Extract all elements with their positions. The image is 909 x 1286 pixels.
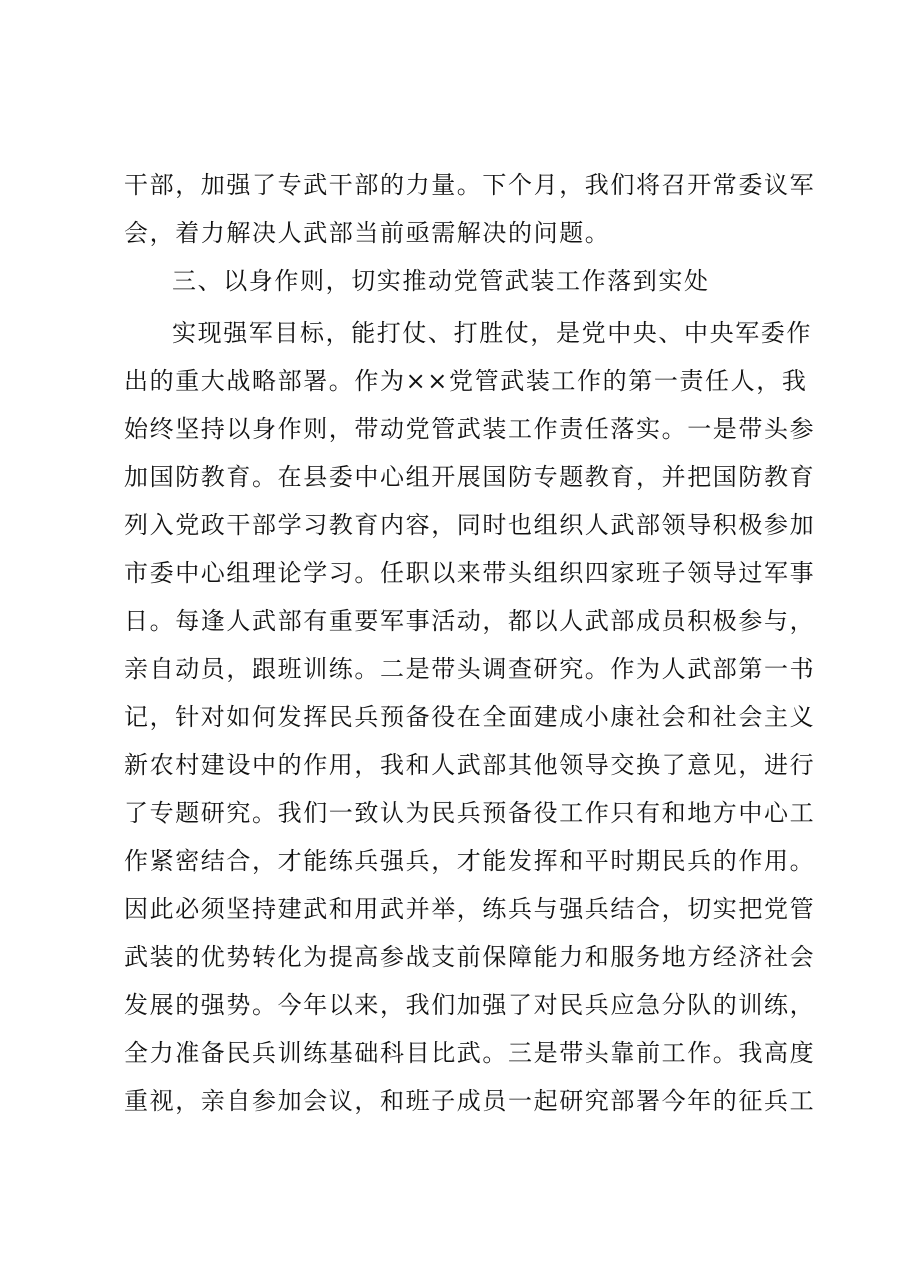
text-line: 作紧密结合，才能练兵强兵，才能发挥和平时期民兵的作用。 <box>124 847 816 875</box>
text-line: 日。每逢人武部有重要军事活动，都以人武部成员积极参与， <box>124 607 816 635</box>
text-line: 出的重大战略部署。作为××党管武装工作的第一责任人，我 <box>124 367 808 395</box>
text-line: 记，针对如何发挥民兵预备役在全面建成小康社会和社会主义 <box>124 703 816 731</box>
text-line: 武装的优势转化为提高参战支前保障能力和服务地方经济社会 <box>124 943 816 971</box>
text-line: 新农村建设中的作用，我和人武部其他领导交换了意见，进行 <box>124 751 816 779</box>
body-text <box>124 0 816 1286</box>
text-line: 因此必须坚持建武和用武并举，练兵与强兵结合，切实把党管 <box>124 895 816 923</box>
text-line: 亲自动员，跟班训练。二是带头调查研究。作为人武部第一书 <box>124 655 816 683</box>
text-line: 加国防教育。在县委中心组开展国防专题教育，并把国防教育 <box>124 463 816 491</box>
text-line: 会，着力解决人武部当前亟需解决的问题。 <box>124 219 611 247</box>
text-line: 市委中心组理论学习。任职以来带头组织四家班子领导过军事 <box>124 559 816 587</box>
text-line: 干部，加强了专武干部的力量。下个月，我们将召开常委议军 <box>124 171 816 199</box>
text-line: 重视，亲自参加会议，和班子成员一起研究部署今年的征兵工 <box>124 1087 816 1115</box>
text-line: 了专题研究。我们一致认为民兵预备役工作只有和地方中心工 <box>124 799 816 827</box>
text-line: 实现强军目标，能打仗、打胜仗，是党中央、中央军委作 <box>172 319 812 347</box>
text-line: 发展的强势。今年以来，我们加强了对民兵应急分队的训练， <box>124 991 816 1019</box>
section-heading: 三、以身作则，切实推动党管武装工作落到实处 <box>172 267 710 295</box>
text-line: 列入党政干部学习教育内容，同时也组织人武部领导积极参加 <box>124 511 816 539</box>
text-line: 始终坚持以身作则，带动党管武装工作责任落实。一是带头参 <box>124 415 816 443</box>
text-line: 全力准备民兵训练基础科目比武。三是带头靠前工作。我高度 <box>124 1039 816 1067</box>
